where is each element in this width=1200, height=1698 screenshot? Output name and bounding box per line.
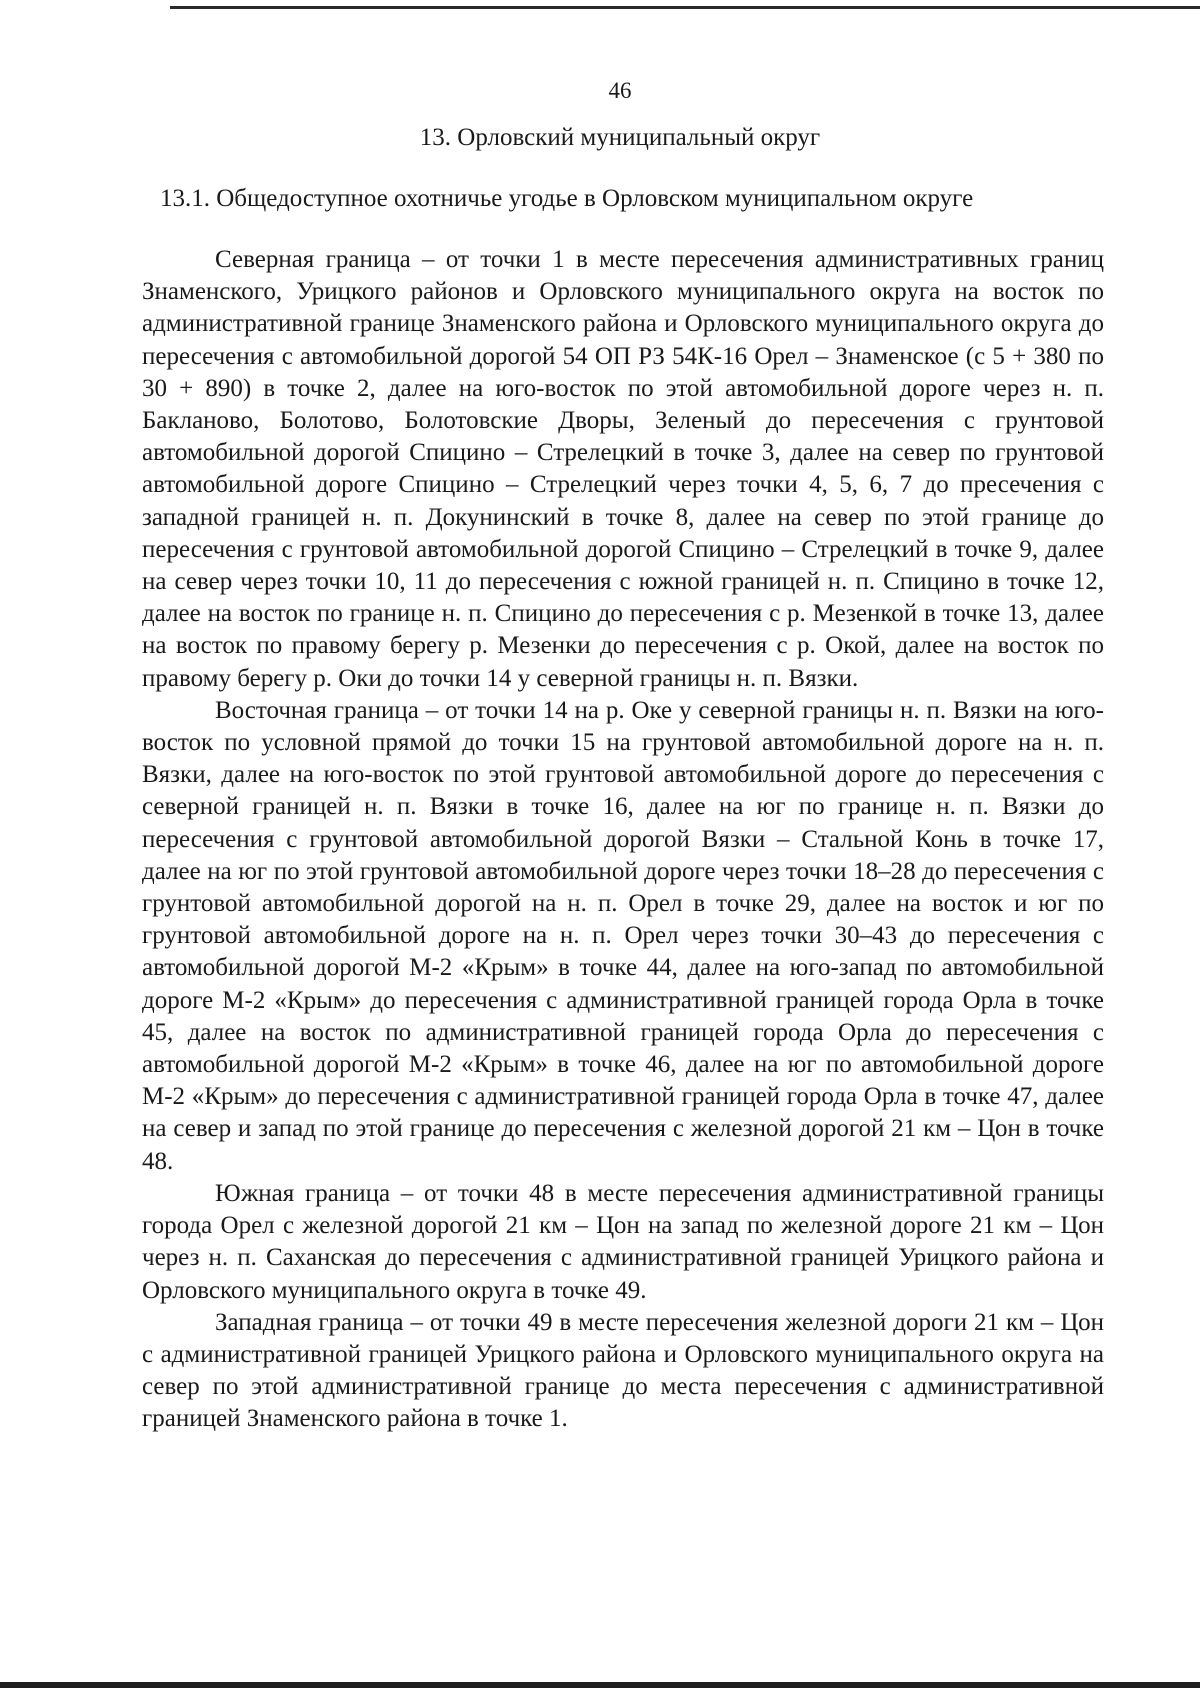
section-title: 13. Орловский муниципальный округ bbox=[419, 124, 821, 151]
paragraph-north-border: Северная граница – от точки 1 в месте пересечения административных границ Знаменского, Урицкого районов и Орловского муниципального округа на восток по административной границе Знаменского района и Орловского муниципального округа до пересечения с автомобильной дорогой 54 ОП РЗ 54К-16 Орел – Знаменское (с 5 + 380 по 30 + 890) в точке 2, далее на юго-восток по этой автомобильной дороге через н. п. Бакланово, Болотово, Болотовские Дворы, Зеленый до пересечения с грунтовой автомобильной дорогой Спицино – Стрелецкий в точке 3, далее на север по грунтовой автомобильной дороге Спицино – Стрелецкий через точки 4, 5, 6, 7 до пресечения с западной границей н. п. Докунинский в точке 8, далее на север по этой границе до пересечения с грунтовой автомобильной дорогой Спицино – Стрелецкий в точке 9, далее на север через точки 10, 11 до пересечения с южной границей н. п. Спицино в точке 12, далее на восток по границе н. п. Спицино до пересечения с р. Мезенкой в точке 13, далее на восток по правому берегу р. Мезенки до пересечения с р. Окой, далее на восток по правому берегу р. Оки до точки 14 у северной границы н. п. Вязки. bbox=[142, 246, 1104, 692]
document-body bbox=[142, 244, 1104, 1436]
paragraph-east-border: Восточная граница – от точки 14 на р. Оке у северной границы н. п. Вязки на юго-восток по условной прямой до точки 15 на грунтовой автомобильной дороге на н. п. Вязки, далее на юго-восток по этой грунтовой автомобильной дороге до пересечения с северной границей н. п. Вязки в точке 16, далее на юг по границе н. п. Вязки до пересечения с грунтовой автомобильной дорогой Вязки – Стальной Конь в точке 17, далее на юг по этой грунтовой автомобильной дороге через точки 18–28 до пересечения с грунтовой автомобильной дорогой на н. п. Орел в точке 29, далее на восток и юг по грунтовой автомобильной дороге на н. п. Орел через точки 30–43 до пересечения с автомобильной дорогой М-2 «Крым» в точке 44, далее на юго-запад по автомобильной дороге М-2 «Крым» до пересечения с административной границей города Орла в точке 45, далее на восток по административной границей города Орла до пересечения с автомобильной дорогой М-2 «Крым» в точке 46, далее на юг по автомобильной дороге М-2 «Крым» до пересечения с административной границей города Орла в точке 47, далее на север и запад по этой границе до пересечения с железной дорогой 21 км – Цон в точке 48. bbox=[142, 696, 1104, 1175]
scan-edge-bottom bbox=[0, 1682, 1200, 1688]
scan-edge-top bbox=[170, 6, 1200, 9]
paragraph-south-border: Южная граница – от точки 48 в месте пересечения административной границы города Орел с железной дорогой 21 км – Цон на запад по железной дороге 21 км – Цон через н. п. Саханская до пересечения с административной границей Урицкого района и Орловского муниципального округа в точке 49. bbox=[142, 1179, 1104, 1304]
page-number: 46 bbox=[608, 78, 632, 103]
subsection-title: 13.1. Общедоступное охотничье угодье в Орловском муниципальном округе bbox=[160, 185, 974, 212]
paragraph-west-border: Западная граница – от точки 49 в месте пересечения железной дороги 21 км – Цон с административной границей Урицкого района и Орловского муниципального округа на север по этой административной границе до места пересечения с административной границей Знаменского района в точке 1. bbox=[142, 1308, 1104, 1433]
